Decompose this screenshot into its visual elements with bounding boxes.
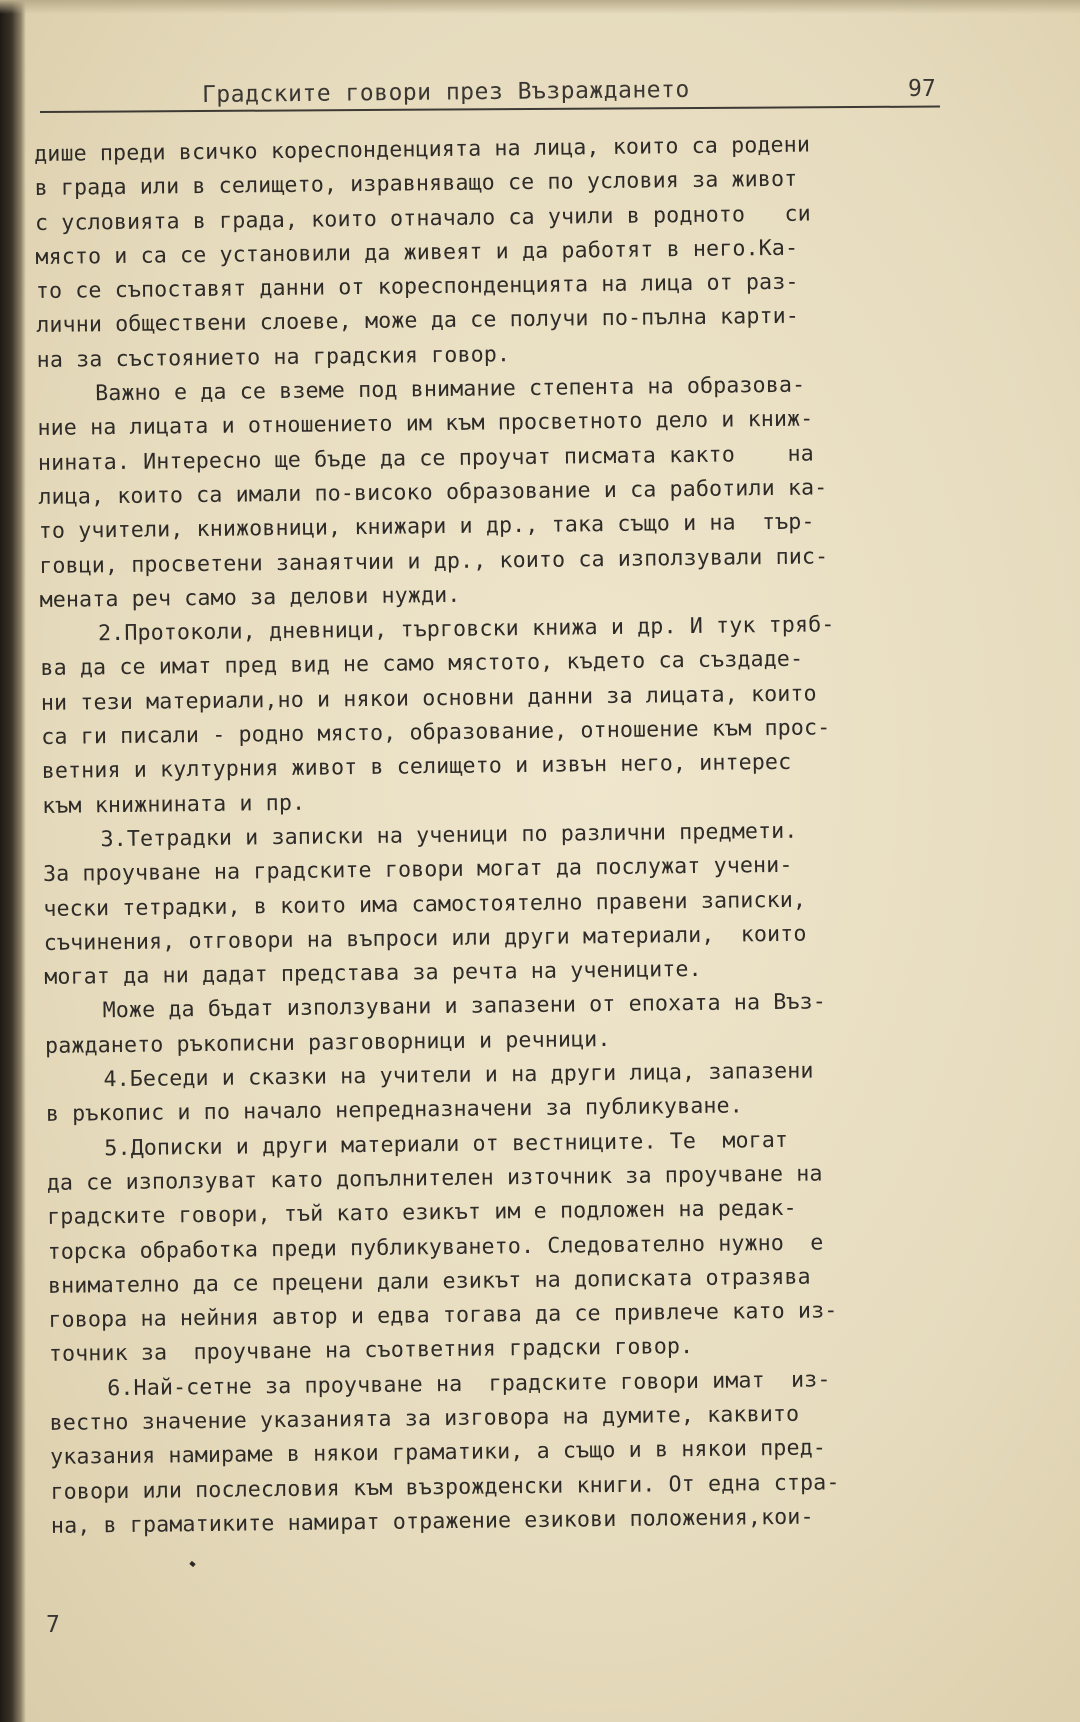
running-header (40, 78, 940, 112)
text-line: 3.Тетрадки и записки на ученици по различни предмети. (100, 818, 798, 853)
text-line: внимателно да се прецени дали езикът на дописката отразява (47, 1264, 811, 1299)
page-number: 97 (908, 76, 936, 102)
text-line: дише преди всичко кореспонденцията на лица, които са родени (34, 132, 811, 167)
text-line: ни тези материали,но и някои основни данни за лицата, които (40, 681, 817, 716)
text-line: говори или послесловия към възрожденски книги. От една стра- (50, 1469, 840, 1505)
text-line: указания намираме в някои граматики, а също и в някои пред- (49, 1435, 827, 1471)
text-line: ва да се имат пред вид не само мястото, където са създаде- (40, 647, 804, 682)
text-line: Може да бъдат използувани и запазени от епохата на Въз- (102, 989, 827, 1024)
text-line: място и са се установили да живеят и да работят в него.Ка- (35, 235, 799, 270)
text-line: ветния и културния живот в селището и извън него, интерес (41, 750, 792, 785)
text-line: Важно е да се вземе под внимание степента на образова- (94, 372, 806, 407)
text-line: 2.Протоколи, дневници, търговски книжа и др. И тук тряб- (97, 612, 835, 647)
text-line: на за състоянието на градския говор. (36, 341, 511, 373)
text-line: лични обществени слоеве, може да се получи по-пълна карти- (36, 304, 800, 339)
text-line: точник за проучване на съответния градски говор. (48, 1334, 694, 1368)
text-line: към книжнината и пр. (42, 790, 306, 819)
text-line: 5.Дописки и други материали от вестниците. Те могат (104, 1127, 789, 1161)
text-line: говора на нейния автор и едва тогава да се привлече като из- (48, 1298, 838, 1334)
text-line: то учители, книжовници, книжари и др., така също и на тър- (38, 509, 815, 545)
text-line: мената реч само за делови нужди. (39, 582, 461, 613)
page-top-edge (0, 0, 1080, 14)
text-line: могат да ни дадат представа за речта на учениците. (44, 957, 702, 991)
text-line: нината. Интересно ще бъде да се проучат писмата както на (37, 441, 814, 476)
ink-speck (189, 1561, 195, 1567)
text-line: в ръкопис и по начало непредназначени за публикуване. (45, 1093, 744, 1128)
running-header-title: Градските говори през Възраждането (201, 76, 690, 108)
text-line: с условията в града, които отначало са учили в родното си (34, 201, 812, 236)
book-binding-edge (0, 0, 26, 1722)
text-line: вестно значение указанията за изговора на думите, каквито (49, 1401, 800, 1436)
text-line: лица, които са имали по-високо образование и са работили ка- (38, 475, 828, 510)
text-line: чески тетрадки, в които има самостоятелно правени записки, (43, 887, 807, 922)
text-line: са ги писали - родно място, образование, отношение към прос- (41, 715, 831, 751)
text-line: говци, просветени занаятчии и др., които са използували пис- (39, 543, 829, 579)
text-line: 6.Най-сетне за проучване на градските говори имат из- (107, 1367, 831, 1401)
body-text (34, 127, 981, 1544)
text-line: раждането ръкописни разговорници и речници. (44, 1026, 611, 1059)
text-line: 4.Беседи и сказки на учители и на други лица, запазени (103, 1058, 814, 1093)
text-line: ние на лицата и отношението им към просветното дело и книж- (37, 406, 814, 442)
text-line: в града или в селището, изравняващо се по условия за живот (34, 166, 798, 202)
text-line: да се използуват като допълнителен източник за проучване на (46, 1161, 823, 1196)
text-line: За проучване на градските говори могат да послужат учени- (42, 853, 793, 888)
text-line: съчинения, отговори на въпроси или други материали, които (43, 921, 807, 956)
text-line: торска обработка преди публикуването. Следователно нужно е (47, 1229, 824, 1265)
text-line: градските говори, тъй като езикът им е подложен на редак- (47, 1195, 797, 1231)
signature-mark: 7 (46, 1612, 60, 1638)
text-line: то се съпоставят данни от кореспонденцията на лица от раз- (35, 269, 799, 305)
header-rule (40, 106, 940, 113)
text-line: на, в граматиките намират отражение езикови положения,кои- (50, 1504, 814, 1539)
